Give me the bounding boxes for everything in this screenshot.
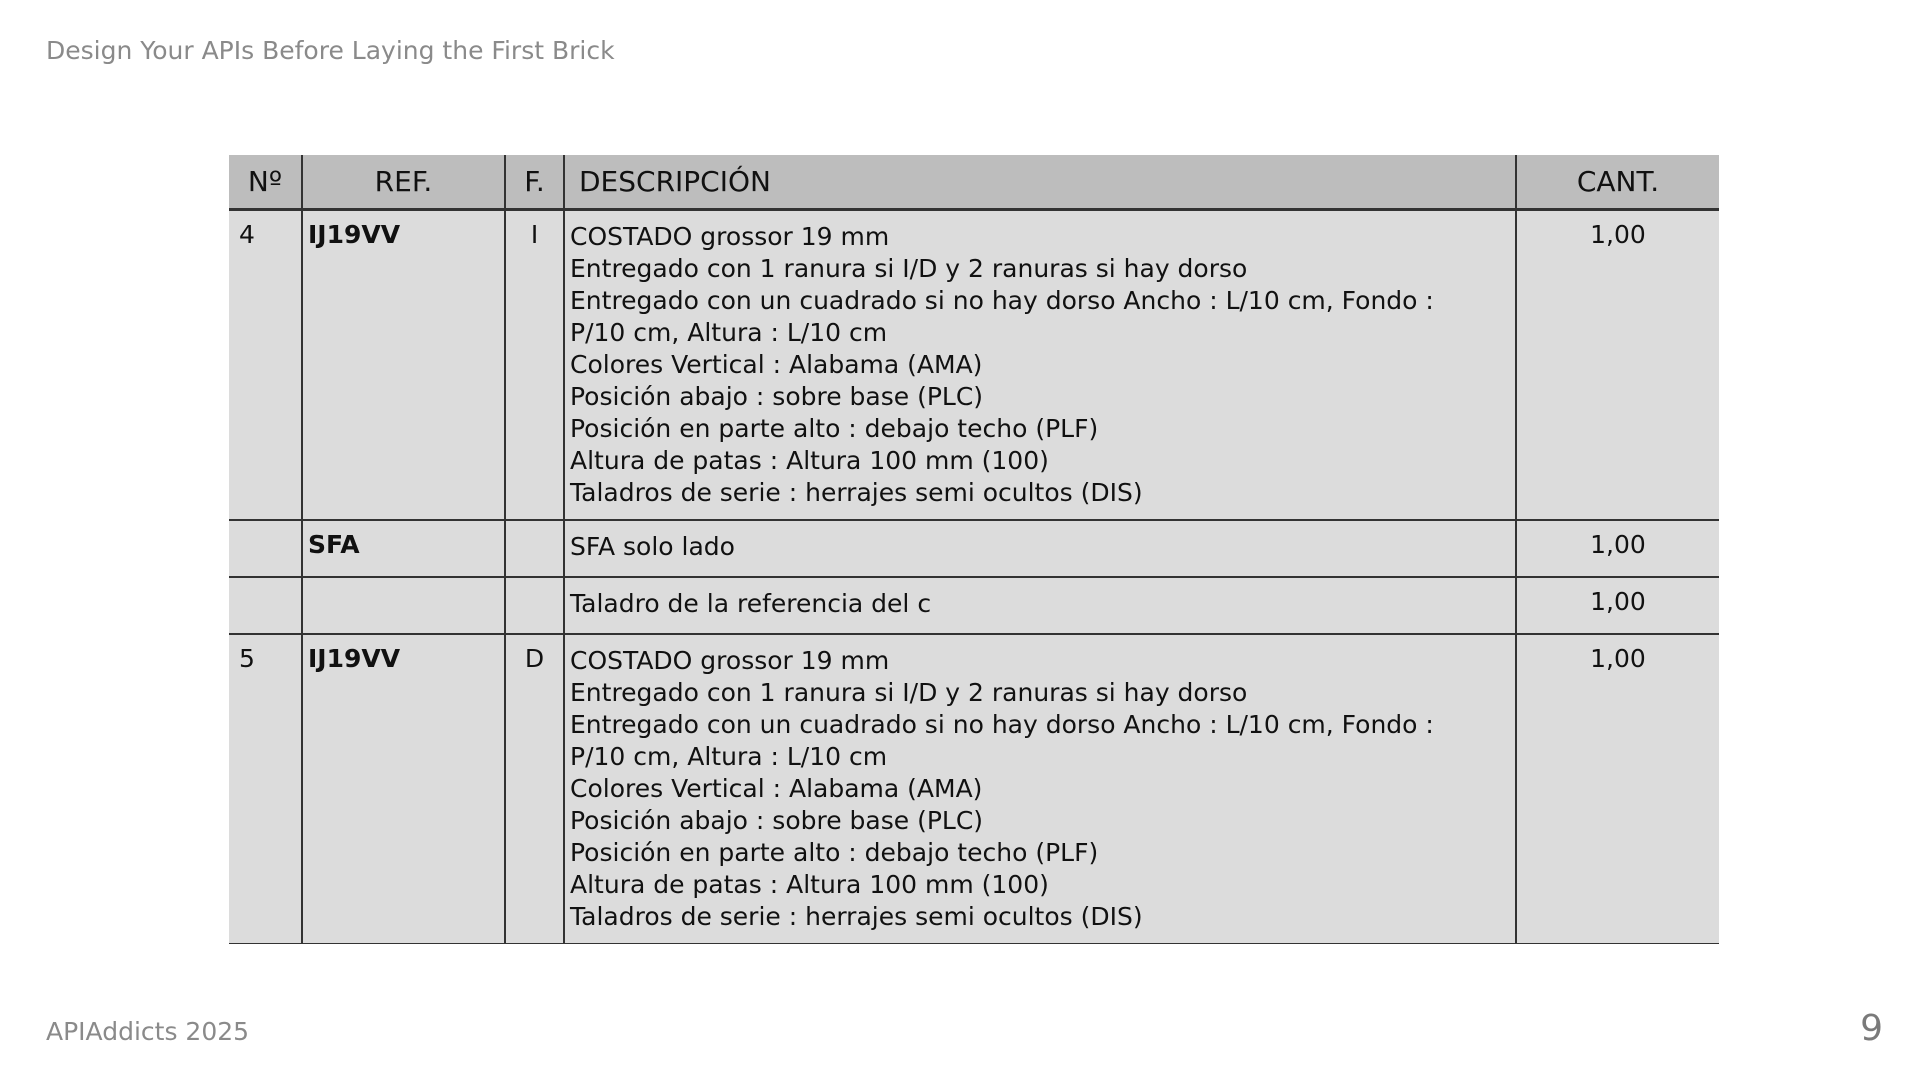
cell-cant: 1,00 [1516, 520, 1719, 577]
slide-title: Design Your APIs Before Laying the First Brick [46, 36, 615, 65]
cell-ref: IJ19VV [302, 210, 505, 521]
header-ref: REF. [302, 155, 505, 210]
cell-ref: SFA [302, 520, 505, 577]
cell-ref: IJ19VV [302, 634, 505, 944]
description-line: Posición abajo : sobre base (PLC) [570, 806, 984, 835]
description-line: P/10 cm, Altura : L/10 cm [570, 318, 888, 347]
description-line: Posición en parte alto : debajo techo (PLF) [570, 414, 1099, 443]
header-cant: CANT. [1516, 155, 1719, 210]
cell-f [505, 520, 564, 577]
cell-no: 4 [229, 210, 302, 521]
cell-no: 5 [229, 634, 302, 944]
description-line: Colores Vertical : Alabama (AMA) [570, 350, 983, 379]
description-line: Altura de patas : Altura 100 mm (100) [570, 446, 1049, 475]
table-body [229, 210, 1719, 945]
table-row [229, 577, 1719, 634]
description-line: Colores Vertical : Alabama (AMA) [570, 774, 983, 803]
cell-cant: 1,00 [1516, 210, 1719, 521]
cell-f [505, 577, 564, 634]
description-line: Altura de patas : Altura 100 mm (100) [570, 870, 1049, 899]
document-table-image [229, 155, 1719, 944]
cell-description [564, 520, 1516, 577]
page-number: 9 [1860, 1008, 1883, 1049]
cell-ref [302, 577, 505, 634]
description-line: P/10 cm, Altura : L/10 cm [570, 742, 888, 771]
description-line: Posición en parte alto : debajo techo (PLF) [570, 838, 1099, 867]
cell-cant: 1,00 [1516, 577, 1719, 634]
cell-f: I [505, 210, 564, 521]
cell-f: D [505, 634, 564, 944]
header-desc: DESCRIPCIÓN [564, 155, 1516, 210]
description-line: Posición abajo : sobre base (PLC) [570, 382, 984, 411]
cell-description [564, 210, 1516, 521]
table-row [229, 520, 1719, 577]
cell-description [564, 634, 1516, 944]
description-line: SFA solo lado [570, 532, 735, 561]
description-line: Taladros de serie : herrajes semi ocultos (DIS) [570, 902, 1143, 931]
cell-description [564, 577, 1516, 634]
description-line: Taladro de la referencia del c [570, 589, 932, 618]
description-line: Taladros de serie : herrajes semi ocultos (DIS) [570, 478, 1143, 507]
header-no: Nº [229, 155, 302, 210]
description-line: COSTADO grossor 19 mm [570, 646, 890, 675]
description-line: Entregado con un cuadrado si no hay dorso Ancho : L/10 cm, Fondo : [570, 286, 1434, 315]
table-row [229, 210, 1719, 521]
description-line: Entregado con 1 ranura si I/D y 2 ranuras si hay dorso [570, 254, 1248, 283]
order-table [229, 155, 1719, 944]
header-f: F. [505, 155, 564, 210]
table-header-row [229, 155, 1719, 210]
description-line: COSTADO grossor 19 mm [570, 222, 890, 251]
table-row [229, 634, 1719, 944]
description-line: Entregado con un cuadrado si no hay dorso Ancho : L/10 cm, Fondo : [570, 710, 1434, 739]
cell-no [229, 520, 302, 577]
cell-no [229, 577, 302, 634]
description-line: Entregado con 1 ranura si I/D y 2 ranuras si hay dorso [570, 678, 1248, 707]
footer-text: APIAddicts 2025 [46, 1017, 250, 1046]
cell-cant: 1,00 [1516, 634, 1719, 944]
